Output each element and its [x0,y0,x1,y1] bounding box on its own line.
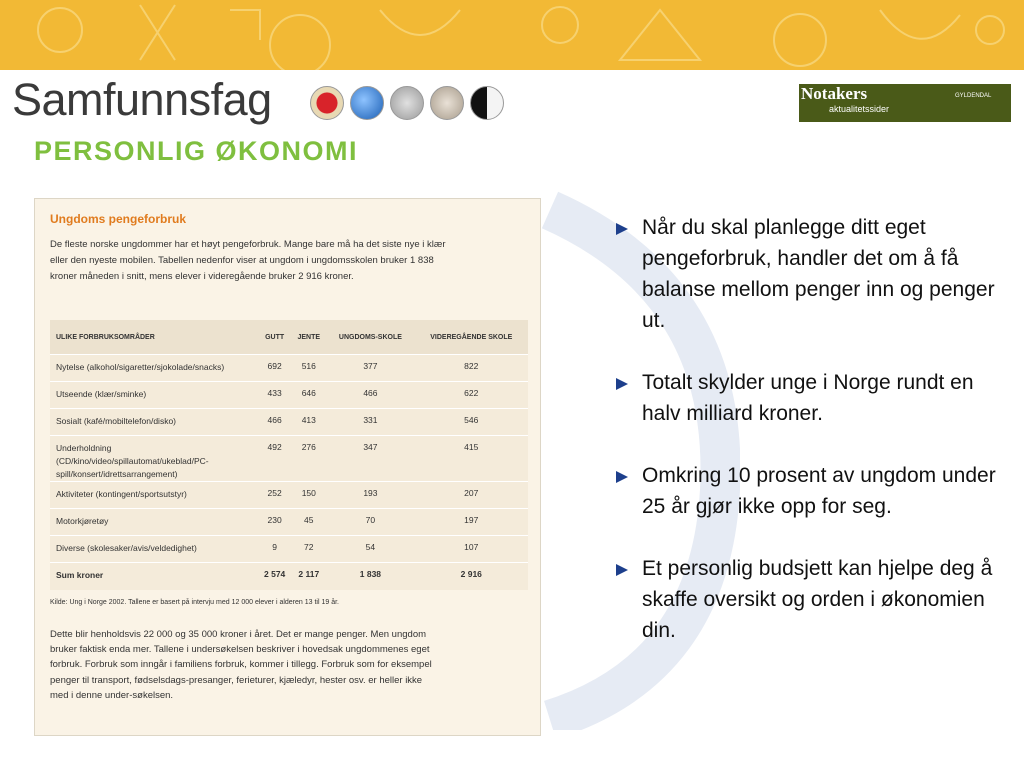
coin-icon [430,86,464,120]
table-cell: 207 [415,482,528,509]
page-subtitle: PERSONLIG ØKONOMI [34,136,359,166]
table-cell: 276 [291,436,326,482]
table-cell: Underholdning (CD/kino/video/spillautomat/ukeblad/PC-spill/konsert/idrettsarrangement) [50,436,258,482]
table-row [50,409,528,436]
bullet-item [616,367,1016,429]
table-cell: 2 574 [258,563,291,590]
document-title: Ungdoms pengeforbruk [50,212,187,226]
bullet-item [616,553,1016,646]
table-cell: Sum kroner [50,563,258,590]
bullet-list [616,212,1016,677]
table-cell: 193 [326,482,414,509]
table-cell: 646 [291,382,326,409]
table-cell: 546 [415,409,528,436]
table-cell: Nytelse (alkohol/sigaretter/sjokolade/snacks) [50,355,258,382]
document-scan [34,198,541,736]
bullet-arrow-icon [616,223,628,235]
table-cell: 197 [415,509,528,536]
globe-icon [350,86,384,120]
bullet-text: Når du skal planlegge ditt eget pengeforbruk, handler det om å få balanse mellom penger inn og penger ut. [642,216,995,332]
table-cell: 822 [415,355,528,382]
table-header: GUTT [258,320,291,355]
yin-yang-icon [470,86,504,120]
table-row [50,536,528,563]
table-header: JENTE [291,320,326,355]
bullet-arrow-icon [616,564,628,576]
table-header: UNGDOMS-SKOLE [326,320,414,355]
gender-symbol-icon [390,86,424,120]
bullet-text: Et personlig budsjett kan hjelpe deg å skaffe oversikt og orden i økonomien din. [642,557,993,642]
page-title: Samfunnsfag [12,74,272,125]
table-cell: 2 117 [291,563,326,590]
table-cell: 413 [291,409,326,436]
table-row [50,509,528,536]
table-cell: 466 [326,382,414,409]
subject-icons [310,86,504,120]
document-intro: De fleste norske ungdommer har et høyt pengeforbruk. Mange bare må ha det siste nye i klær eller den nyeste mobilen. Tabellen nedenfor viser at ungdom i ungdomsskolen bruker 1 838 kroner måneden i snitt, mens elever i videregående bruker 2 916 kroner. [50,239,446,282]
bullet-arrow-icon [616,471,628,483]
table-cell: 415 [415,436,528,482]
table-cell: 331 [326,409,414,436]
logo-name: Notakers [801,84,868,103]
table-cell: Diverse (skolesaker/avis/veldedighet) [50,536,258,563]
bullet-text: Omkring 10 prosent av ungdom under 25 år gjør ikke opp for seg. [642,464,996,518]
table-cell: 72 [291,536,326,563]
table-cell: Sosialt (kafé/mobiltelefon/disko) [50,409,258,436]
table-cell: 1 838 [326,563,414,590]
table-row [50,355,528,382]
logo-publisher: GYLDENDAL [955,93,992,99]
table-cell: Motorkjøretøy [50,509,258,536]
table-row [50,482,528,509]
table-source: Kilde: Ung i Norge 2002. Tallene er basert på intervju med 12 000 elever i alderen 13 til 19 år. [50,599,339,606]
logo-tagline: aktualitetssider [829,104,890,114]
table-cell: 347 [326,436,414,482]
table-sum-row [50,563,528,590]
table-cell: 492 [258,436,291,482]
table-row [50,436,528,482]
bullet-text: Totalt skylder unge i Norge rundt en halv milliard kroner. [642,371,974,425]
table-header-row [50,320,528,355]
spending-table [50,320,528,590]
table-cell: 692 [258,355,291,382]
table-header: ULIKE FORBRUKSOMRÅDER [50,320,258,355]
table-cell: 466 [258,409,291,436]
banner-doodles-icon [0,0,1024,70]
table-cell: 54 [326,536,414,563]
table-cell: Utseende (klær/sminke) [50,382,258,409]
table-cell: 107 [415,536,528,563]
table-cell: 622 [415,382,528,409]
table-cell: 150 [291,482,326,509]
table-cell: 9 [258,536,291,563]
bullet-arrow-icon [616,378,628,390]
table-cell: 45 [291,509,326,536]
table-row [50,382,528,409]
coat-of-arms-icon [310,86,344,120]
table-cell: 377 [326,355,414,382]
table-cell: 433 [258,382,291,409]
table-cell: 516 [291,355,326,382]
table-cell: 70 [326,509,414,536]
notakers-logo [799,84,1011,122]
table-cell: 2 916 [415,563,528,590]
bullet-item [616,212,1016,336]
table-header: VIDEREGÅENDE SKOLE [415,320,528,355]
table-cell: 252 [258,482,291,509]
document-paragraph: Dette blir henholdsvis 22 000 og 35 000 kroner i året. Det er mange penger. Men ungdom bruker faktisk enda mer. Tallene i undersøkelsen beskriver i hovedsak ungdommenes eget forbruk. Forbruk som inngår i familiens forbruk, kommer i tillegg. Forbruk som for eksempel penger til transport, fødselsdags-presanger, ferieturer, kjæledyr, hester osv. er heller ikke med i denne under-søkelsen. [50,629,432,701]
table-cell: Aktiviteter (kontingent/sportsutstyr) [50,482,258,509]
bullet-item [616,460,1016,522]
header-banner [0,0,1024,70]
table-cell: 230 [258,509,291,536]
